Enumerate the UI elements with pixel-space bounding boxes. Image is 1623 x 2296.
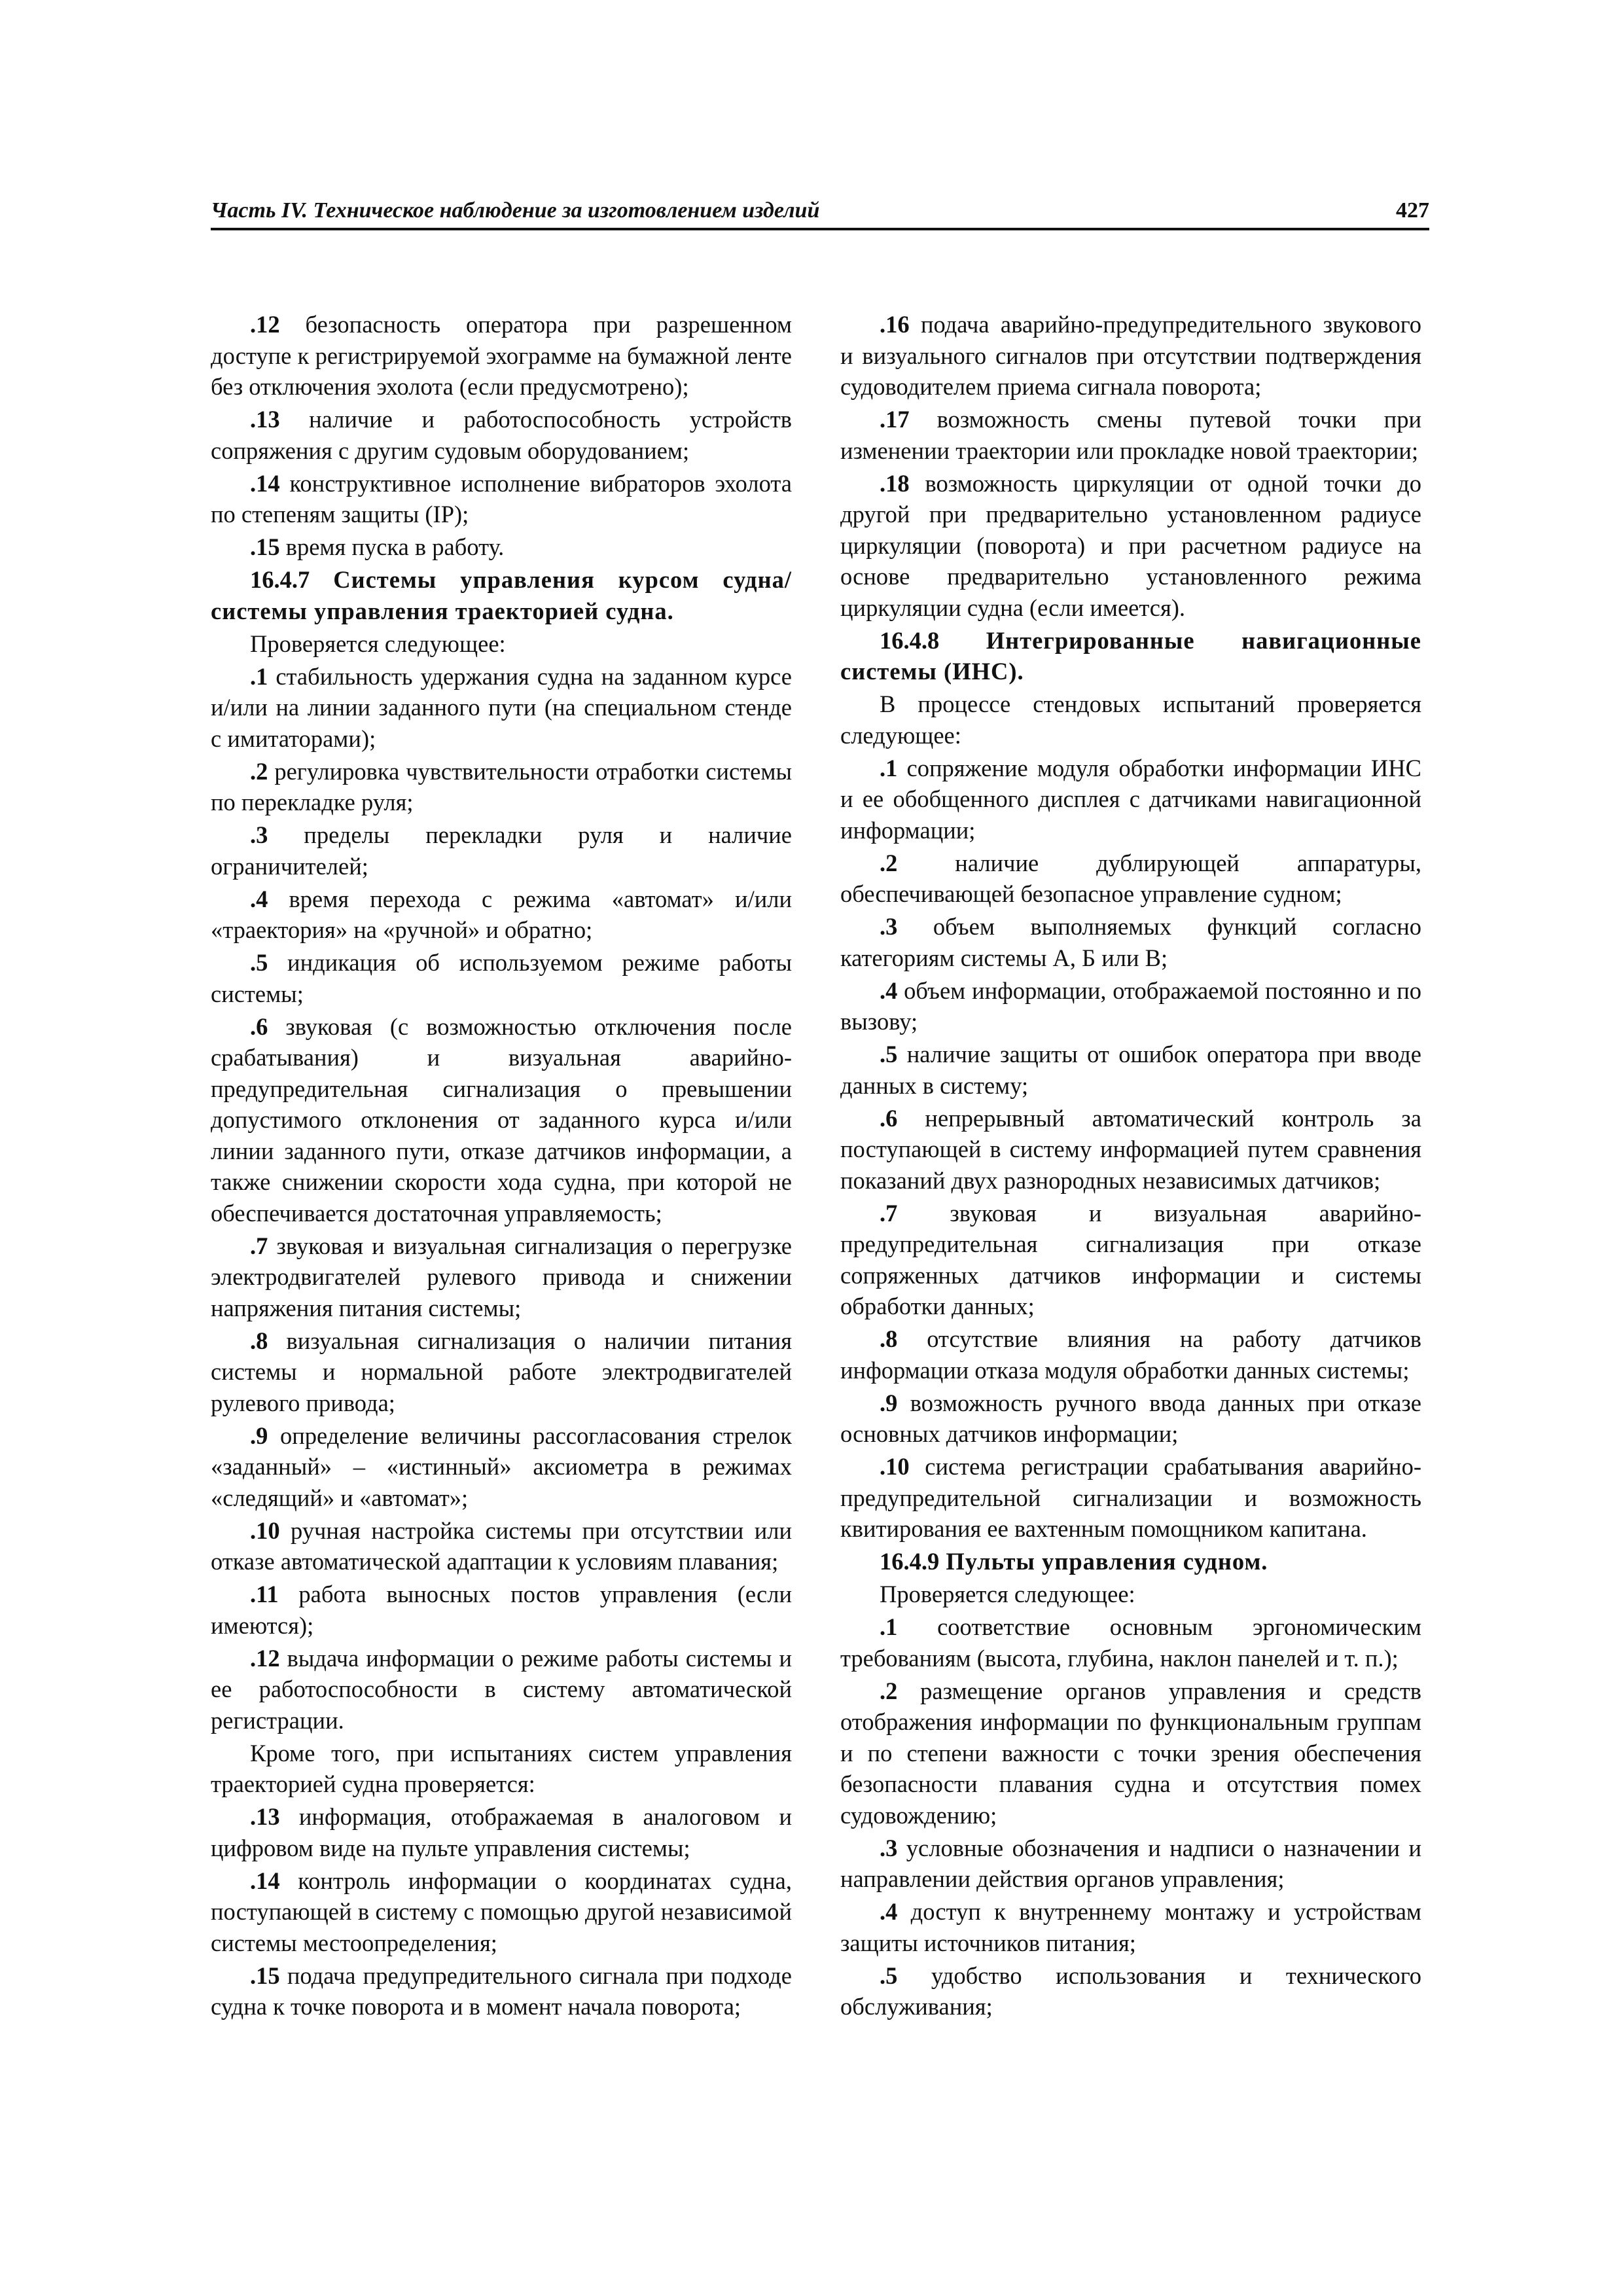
item-text: объем информации, отображаемой постоянно и по вызову;	[840, 977, 1421, 1035]
list-item	[211, 1865, 792, 1959]
item-text: регулировка чувствительности отработки системы по перекладке руля;	[211, 757, 792, 816]
item-text: система регистрации срабатывания аварийно-предупредительной сигнализации и возможность квитирования ее вахтенным помощником капитана.	[840, 1453, 1421, 1542]
item-number: .15	[250, 533, 280, 560]
list-item	[840, 468, 1421, 624]
item-text: звуковая и визуальная сигнализация о перегрузке электродвигателей рулевого привода и снижении напряжения питания системы;	[211, 1232, 792, 1321]
item-text: возможность смены путевой точки при изменении траектории или прокладке новой траектории;	[840, 406, 1421, 464]
list-item	[840, 1451, 1421, 1545]
list-item	[211, 1515, 792, 1577]
item-number: .13	[250, 1803, 280, 1830]
item-text: звуковая (с возможностью отключения после срабатывания) и визуальная аварийно-предупредительная сигнализация о превышении допустимого отклонения от заданного курса и/или линии заданного пути, отказе датчиков информации, а также снижении скорости хода судна, при которой не обеспечивается достаточная управляемость;	[211, 1013, 792, 1227]
item-number: .5	[250, 949, 268, 976]
left-column	[211, 309, 792, 2024]
item-number: .8	[880, 1325, 898, 1352]
list-item	[840, 1039, 1421, 1101]
item-number: .1	[250, 662, 268, 690]
list-item	[840, 309, 1421, 403]
list-item	[211, 1738, 792, 1800]
item-text: наличие защиты от ошибок оператора при вводе данных в систему;	[840, 1041, 1421, 1099]
list-item	[211, 819, 792, 882]
item-number: 16.4.7	[250, 566, 310, 593]
item-text: пределы перекладки руля и наличие ограничителей;	[211, 821, 792, 880]
item-text: конструктивное исполнение вибраторов эхолота по степеням защиты (IP);	[211, 469, 792, 528]
section-title: Системы управления курсом судна/ системы управления траекторией судна.	[211, 566, 792, 624]
list-item	[840, 1611, 1421, 1674]
item-text: объем выполняемых функций согласно категориям системы А, Б или В;	[840, 913, 1421, 971]
item-text: безопасность оператора при разрешенном доступе к регистрируемой эхограмме на бумажной ленте без отключения эхолота (если предусмотрено);	[211, 311, 792, 400]
item-number: .4	[880, 1898, 898, 1925]
item-text: непрерывный автоматический контроль за поступающей в систему информацией путем сравнения показаний двух разнородных независимых датчиков;	[840, 1104, 1421, 1194]
item-number: .2	[880, 1677, 898, 1704]
item-number: .16	[880, 311, 910, 338]
list-item	[211, 884, 792, 946]
item-text: выдача информации о режиме работы системы и ее работоспособности в систему автоматической регистрации.	[211, 1644, 792, 1734]
right-column	[840, 309, 1421, 2024]
item-number: 16.4.9	[880, 1548, 940, 1575]
item-number: .14	[250, 1867, 280, 1894]
list-item	[211, 1230, 792, 1324]
list-item	[211, 1801, 792, 1863]
list-item	[840, 975, 1421, 1037]
list-item	[840, 1388, 1421, 1450]
item-text: информация, отображаемая в аналоговом и цифровом виде на пульте управления системы;	[211, 1803, 792, 1861]
item-number: .7	[250, 1232, 268, 1259]
running-title: Часть IV. Техническое наблюдение за изготовлением изделий	[211, 198, 820, 223]
list-item	[840, 404, 1421, 466]
item-number: .9	[250, 1422, 268, 1449]
section-title: Пульты управления судном.	[939, 1548, 1268, 1575]
list-item	[211, 1579, 792, 1641]
list-item	[211, 1011, 792, 1229]
item-number: .13	[250, 406, 280, 433]
item-number: .17	[880, 406, 910, 433]
item-number: .1	[880, 1613, 898, 1640]
list-item	[840, 848, 1421, 910]
item-number: .18	[880, 469, 910, 497]
item-text: удобство использования и технического обслуживания;	[840, 1962, 1421, 2020]
list-item	[840, 1676, 1421, 1831]
item-text: наличие и работоспособность устройств сопряжения с другим судовым оборудованием;	[211, 406, 792, 464]
item-text: соответствие основным эргономическим требованиям (высота, глубина, наклон панелей и т. п.);	[840, 1613, 1421, 1672]
item-number: .1	[880, 754, 898, 781]
item-text: подача предупредительного сигнала при подходе судна к точке поворота и в момент начала поворота;	[211, 1962, 792, 2020]
item-text: возможность циркуляции от одной точки до другой при предварительно установленном радиусе циркуляции (поворота) и при расчетном радиусе на основе предварительно установленного режима циркуляции судна (если имеется).	[840, 469, 1421, 621]
item-text: В процессе стендовых испытаний проверяется следующее:	[840, 691, 1421, 749]
item-text: работа выносных постов управления (если имеются);	[211, 1581, 792, 1639]
item-number: .5	[880, 1041, 898, 1067]
list-item	[840, 1833, 1421, 1895]
item-text: размещение органов управления и средств отображения информации по функциональным группам и по степени важности с точки зрения обеспечения безопасности плавания судна и отсутствия помех судовождению;	[840, 1677, 1421, 1829]
item-number: .10	[250, 1516, 280, 1544]
list-item	[840, 753, 1421, 846]
list-item	[211, 531, 792, 563]
list-item	[840, 1323, 1421, 1386]
section-heading	[840, 625, 1421, 687]
list-item	[211, 947, 792, 1009]
item-number: .5	[880, 1962, 898, 1989]
item-text: Проверяется следующее:	[250, 630, 506, 657]
item-text: подача аварийно-предупредительного звукового и визуального сигналов при отсутствии подтверждения судоводителем приема сигнала поворота;	[840, 311, 1421, 400]
item-text: доступ к внутреннему монтажу и устройствам защиты источников питания;	[840, 1898, 1421, 1956]
item-number: .11	[250, 1581, 279, 1607]
list-item	[211, 628, 792, 660]
item-number: .3	[250, 821, 268, 848]
item-number: .14	[250, 469, 280, 497]
section-heading	[840, 1546, 1421, 1577]
item-number: .7	[880, 1199, 898, 1227]
list-item	[211, 309, 792, 403]
item-text: Кроме того, при испытаниях систем управления траекторией судна проверяется:	[211, 1739, 792, 1797]
item-number: 16.4.8	[880, 626, 940, 654]
item-number: .10	[880, 1453, 910, 1480]
item-text: стабильность удержания судна на заданном курсе и/или на линии заданного пути (на специальном стенде с имитаторами);	[211, 662, 792, 752]
item-number: .2	[880, 849, 898, 876]
list-item	[840, 1579, 1421, 1610]
item-text: время пуска в работу.	[279, 533, 505, 560]
list-item	[211, 1643, 792, 1736]
list-item	[211, 661, 792, 755]
item-text: время перехода с режима «автомат» и/или «траектория» на «ручной» и обратно;	[211, 885, 792, 943]
item-number: .3	[880, 1834, 898, 1861]
item-text: ручная настройка системы при отсутствии или отказе автоматической адаптации к условиям плавания;	[211, 1516, 792, 1575]
item-text: сопряжение модуля обработки информации ИНС и ее обобщенного дисплея с датчиками навигационной информации;	[840, 754, 1421, 844]
item-text: наличие дублирующей аппаратуры, обеспечивающей безопасное управление судном;	[840, 849, 1421, 907]
item-text: звуковая и визуальная аварийно-предупредительная сигнализация при отказе сопряженных датчиков информации и системы обработки данных;	[840, 1199, 1421, 1319]
item-number: .2	[250, 757, 268, 785]
list-item	[840, 689, 1421, 751]
page-number: 427	[1396, 198, 1429, 223]
item-text: визуальная сигнализация о наличии питания системы и нормальной работе электродвигателей рулевого привода;	[211, 1327, 792, 1416]
section-heading	[211, 564, 792, 626]
list-item	[840, 1103, 1421, 1196]
item-text: условные обозначения и надписи о назначении и направлении действия органов управления;	[840, 1834, 1421, 1892]
item-number: .9	[880, 1389, 898, 1416]
list-item	[211, 756, 792, 818]
item-number: .4	[880, 977, 898, 1004]
list-item	[211, 404, 792, 466]
list-item	[840, 1960, 1421, 2022]
item-number: .15	[250, 1962, 280, 1989]
page-header	[211, 198, 1429, 230]
list-item	[211, 1325, 792, 1419]
item-number: .12	[250, 311, 280, 338]
item-text: Проверяется следующее:	[880, 1581, 1135, 1607]
list-item	[840, 1896, 1421, 1958]
list-item	[840, 1198, 1421, 1322]
item-number: .4	[250, 885, 268, 912]
item-number: .8	[250, 1327, 268, 1354]
item-text: контроль информации о координатах судна, поступающей в систему с помощью другой независимой системы местоопределения;	[211, 1867, 792, 1956]
item-number: .12	[250, 1644, 280, 1672]
item-text: определение величины рассогласования стрелок «заданный» – «истинный» аксиометра в режимах «следящий» и «автомат»;	[211, 1422, 792, 1511]
item-text: возможность ручного ввода данных при отказе основных датчиков информации;	[840, 1389, 1421, 1447]
item-text: отсутствие влияния на работу датчиков информации отказа модуля обработки данных системы;	[840, 1325, 1421, 1384]
list-item	[211, 1960, 792, 2022]
list-item	[211, 1420, 792, 1514]
item-number: .3	[880, 913, 898, 940]
item-number: .6	[880, 1104, 898, 1132]
section-title: Интегрированные навигационные системы (ИНС).	[840, 626, 1421, 685]
list-item	[211, 468, 792, 530]
item-text: индикация об используемом режиме работы системы;	[211, 949, 792, 1007]
item-number: .6	[250, 1013, 268, 1040]
list-item	[840, 911, 1421, 973]
